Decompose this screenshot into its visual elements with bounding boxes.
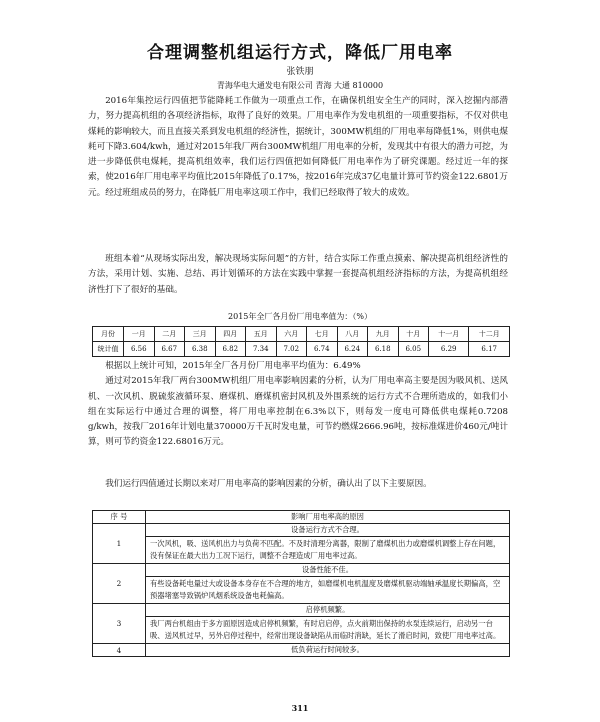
method-paragraph: 班组本着“从现场实际出发，解决现场实际问题”的方针，结合实际工作重点摸索、解决提高机组经济性的方法，采用计划、实施、总结、再计划循环的方法在实践中掌握一套提高机组经济指标的方法，为提高机组经济性打下了很好的基础。 <box>88 254 508 295</box>
factor-no: 2 <box>93 564 146 604</box>
row-header-values: 统计值 <box>93 342 124 357</box>
value-cell: 6.17 <box>469 342 510 357</box>
factor-title: 设备运行方式不合理。 <box>146 524 510 537</box>
month-cell: 一月 <box>124 327 155 342</box>
value-cell: 7.02 <box>276 342 307 357</box>
table-row <box>93 604 510 617</box>
factor-no: 4 <box>93 644 146 657</box>
value-cell: 6.24 <box>337 342 368 357</box>
header-no: 序 号 <box>93 511 146 524</box>
monthly-rate-table <box>92 326 510 357</box>
month-cell: 十月 <box>398 327 429 342</box>
month-cell: 四月 <box>215 327 246 342</box>
article-title: 合理调整机组运行方式，降低厂用电率 <box>147 43 453 63</box>
table-row <box>93 617 510 644</box>
factor-desc: 我厂两台机组由于多方面原因造成启停机频繁，有时启启停，点火前期出保持的水泵连续运行，启动另一台吸、送风机过早，另外启停过程中，经常出现设备缺陷从而临时消缺，延长了滑启时间，致使厂用电率过高。 <box>146 617 510 644</box>
factor-title: 低负荷运行时间较多。 <box>146 644 510 657</box>
value-cell: 7.34 <box>246 342 277 357</box>
table-row <box>93 644 510 657</box>
author-name: 张铁朋 <box>286 67 314 77</box>
factor-no: 3 <box>93 604 146 644</box>
value-cell: 6.38 <box>185 342 216 357</box>
page-number: 311 <box>291 703 309 713</box>
factors-intro-section <box>88 477 508 492</box>
table-row <box>93 524 510 537</box>
month-cell: 十二月 <box>469 327 510 342</box>
month-cell: 九月 <box>368 327 399 342</box>
table-row <box>93 327 510 342</box>
factor-title: 设备性能不佳。 <box>146 564 510 577</box>
factor-no: 1 <box>93 524 146 564</box>
intro-paragraph: 2016年集控运行四值把节能降耗工作做为一项重点工作，在确保机组安全生产的同时，深入挖掘内部潜力，努力提高机组的各项经济指标，取得了良好的效果。厂用电率作为发电机组的一项重要指标，不仅对供电煤耗的影响较大，而且直接关系到发电机组的经济性，据统计，300MW机组的厂用电率每降低1%，则供电煤耗可下降3.604/kwh，通过对2015年我厂两台300MW机组厂用电率的分析，发现其中有很大的潜力可挖，为进一步降低供电煤耗，提高机组效率，我们运行四值把如何降低厂用电率作为了研究课题。经过近一年的探索，使2016年厂用电率平均值比2015年降低了0.17%，按2016年完成37亿电量计算可节约资金122.6801万元。经过班组成员的努力，在降低厂用电率这项工作中，我们已经取得了较大的成效。 <box>88 96 508 198</box>
analysis-paragraph: 通过对2015年我厂两台300MW机组厂用电率影响因素的分析，认为厂用电率高主要是因为吸风机、送风机、一次风机、脱硫浆液循环泵、磨煤机、磨煤机密封风机及外围系统的运行方式不合理所造成的，如我们小组在实际运行中通过合理的调整，将厂用电率控制在6.3%以下，则每发一度电可降低供电煤耗0.7208 g/kwh，按我厂2016年计划电量370000万千瓦时发电量，可节约燃煤2666.96吨，按标准煤进价460元/吨计算，则可节约资金122.68016万元。 <box>88 376 508 448</box>
value-cell: 6.05 <box>398 342 429 357</box>
table-row <box>93 511 510 524</box>
value-cell: 6.74 <box>307 342 338 357</box>
value-cell: 6.82 <box>215 342 246 357</box>
table-row <box>93 577 510 604</box>
author-affiliation: 青海华电大通发电有限公司 青海 大通 810000 <box>216 81 384 90</box>
factors-table <box>92 510 510 657</box>
factor-desc: 有些设备耗电量过大或设备本身存在不合理的地方，如磨煤机电机温度及磨煤机驱动端轴承温度长期偏高，空预器堵塞导致锅炉风烟系统设备电耗偏高。 <box>146 577 510 604</box>
month-cell: 七月 <box>307 327 338 342</box>
month-cell: 五月 <box>246 327 277 342</box>
value-cell: 6.29 <box>429 342 469 357</box>
average-line: 根据以上统计可知，2015年全厂各月份厂用电率平均值为：6.49% <box>105 361 361 371</box>
month-cell: 三月 <box>185 327 216 342</box>
month-cell: 六月 <box>276 327 307 342</box>
value-cell: 6.18 <box>368 342 399 357</box>
table-caption: 2015年全厂各月份厂用电率值为：（%） <box>228 312 372 321</box>
month-cell: 二月 <box>154 327 185 342</box>
factors-intro: 我们运行四值通过长期以来对厂用电率高的影响因素的分析，确认出了以下主要原因。 <box>105 479 432 489</box>
month-cell: 八月 <box>337 327 368 342</box>
month-cell: 十一月 <box>429 327 469 342</box>
table-row <box>93 342 510 357</box>
row-header-months: 月份 <box>93 327 124 342</box>
table-row <box>93 537 510 564</box>
table-row <box>93 564 510 577</box>
factor-desc: 一次风机，吸、送风机出力与负荷不匹配。不及时清理分离器，限制了磨煤机出力或磨煤机调整上存在问题，没有保证在最大出力工况下运行，调整不合理造成厂用电率过高。 <box>146 537 510 564</box>
analysis-section <box>88 359 508 451</box>
value-cell: 6.67 <box>154 342 185 357</box>
intro-section <box>88 94 508 201</box>
value-cell: 6.56 <box>124 342 155 357</box>
factor-title: 启停机频繁。 <box>146 604 510 617</box>
header-cause: 影响厂用电率高的原因 <box>146 511 510 524</box>
method-section <box>88 252 508 298</box>
